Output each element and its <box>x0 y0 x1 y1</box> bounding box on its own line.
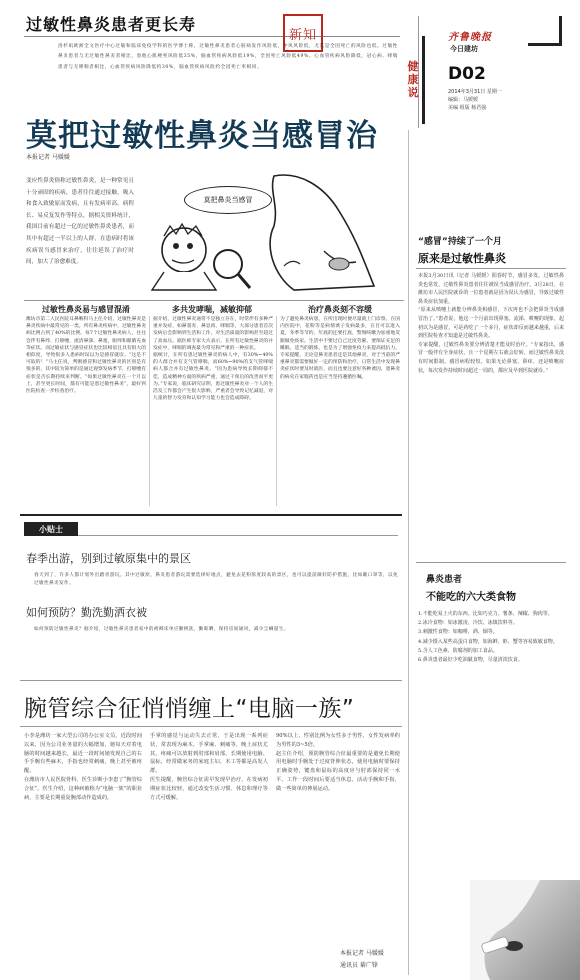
diet-body: 1.不能吃易上火的东西。比如巧克力、薯条、辣椒、狗肉等。 2.冰冷食物：如冰激凌、冷饮、冰镇饮料等。 3.刺激性食物：如咖啡、酒、烟等。 4.减少摄入某些高蛋白食物，如海鲜、虾、蟹等容易致敏食物。 5.含人工色素、防腐剂的加工食品。 6.鼻炎患者最好少吃油腻食物，尽量清淡饮食。 <box>418 611 558 664</box>
staff-line: 美编 组版 杨君强 <box>448 105 487 111</box>
main-story-rule <box>24 300 404 301</box>
top-story-body: 洛杉矶欧洲全文医疗中心过敏和临床免疫学科的医学博士称，过敏性鼻炎患者心脏病发作风险低，中风风险低，尤其是全因死亡的风险也低。过敏性鼻炎患者与无过敏性鼻炎者相比，患他心肌梗死风险低35%，脑血管疾病风险低19%，全因死亡风险低49%。心血管疾病风险降低，冠心病、哮喘患者与无哮喘者相比，心血管疾病风险降低约30%，脑血管疾病风险约全因死亡率相同。 <box>58 44 398 70</box>
bottom-byline-1: 本报记者 马媛媛 <box>340 950 384 957</box>
tips-heading-2: 如何预防？勤洗勤洒衣被 <box>26 606 147 619</box>
nose-photo-drawing <box>470 880 580 980</box>
masthead-frame <box>400 16 562 128</box>
nose-photo <box>470 880 580 980</box>
bottom-col-1: 小李是潍坊一家大型公司的办公室文员，近段时间以来，因为公司业务量的大幅增加，她每天对着电脑的时间越来越长，最近一段时间她发现自己的右手手腕有些麻木，手指也经常刺痛，晚上甚至被疼醒。 在潍坊市人民医院骨科，医生诊断小李患了“腕管综合征”。医生介绍，这种病被称为“电脑一族”的职业病，主要是长期重复腕部动作造成的。 <box>24 733 142 801</box>
cartoon-drawing <box>124 166 392 294</box>
speech-bubble <box>184 186 272 214</box>
tips-label <box>24 522 78 536</box>
subhead-1: 过敏性鼻炎易与感冒混淆 <box>42 305 130 314</box>
col-divider-1 <box>149 316 150 506</box>
issue-date: 2014年3月31日 星期一 <box>448 89 502 95</box>
bottom-col-2: 手掌的感觉与运动失去正常，于是出现一系列症状，常表现为麻木，手掌麻、刺痛等，晚上症状尤其，疼痛可以放射到肘部和肩部。长期使用电脑、鼠标，经常做家务的家庭主妇、木工等都是高发人群。 医生提醒，腕管综合征需早发现早治疗，在发病初期症状比较轻，通过改变生活习惯、休息和理疗等方式可缓解。 <box>150 733 268 801</box>
right-story-kicker: “感冒”持续了一个月 <box>418 237 502 247</box>
main-byline: 本报记者 马媛媛 <box>26 154 70 161</box>
tips-label-rule <box>78 535 398 536</box>
bottom-story-top-rule <box>20 680 402 681</box>
newspaper-name: 齐鲁晚报 <box>448 32 492 43</box>
bottom-byline-2: 通讯员 綦广锋 <box>340 962 378 969</box>
subhead-3: 治疗鼻炎刻不容缓 <box>308 305 372 314</box>
section-vertical-bar <box>422 36 425 124</box>
top-story-rule <box>24 36 400 37</box>
diet-rule <box>416 562 566 563</box>
main-headline: 莫把过敏性鼻炎当感冒治 <box>26 118 378 154</box>
main-col-3: 为了避免鼻炎病患，在所出现时便尽量就上门诊察。在国内医院中，花粉等是病情诱子发病最多，在目可以进入夏，冬季等节约、年底的还要打底，警惕咳嗽为加重地反跟做免疫家。生活中不要过自己过度劳累，要保证充足的睡眠。适当的锻炼，也是为了增强免疫力来提高抵抗力。 专家提醒，无论是鼻炎患者还是其他鼻炎，对于当前的严重鼻炎都需要做好一定的预防和治疗，日常生活中发现鼻炎症状时要及时就医，而且也要注意好各种诱因，患鼻炎的病史在家服药也是应当坚持遵循医嘱。 <box>280 317 400 380</box>
cartoon-illustration <box>124 166 392 294</box>
right-column-divider <box>408 130 409 975</box>
tips-label-text: 小贴士 <box>39 524 63 534</box>
main-col-1: 潍坊市第二人民医院耳鼻喉科马主任介绍，过敏性鼻炎是鼻炎疾病中最常见的一类。所有鼻炎疾病中，过敏性鼻炎病比例占到了40%的比例。每7个过敏性鼻炎病人，往往会伴有鼻痒、打喷嚏、流清鼻涕、鼻塞，眼痒和眼睛充血等症状。而过敏症状与感冒症状也比较相似且具有很大的相似度，导致很多人患病时误以为是感冒就诊。“这是不可取的！”马主任说，判断感冒和过敏性鼻炎的区别是有很多的，其中较为简单的是通过观察发病季节，打喷嚏有症状是否长期持续来判断。“如果过敏性鼻炎在一个月以上，甚至更长时间，都有可能是患过敏性鼻炎”，最好到医院检查一步检查治疗。 <box>26 317 146 395</box>
top-story-title: 过敏性鼻炎患者更长寿 <box>26 15 197 34</box>
diet-kicker: 鼻炎患者 <box>426 575 463 585</box>
page-number: D02 <box>448 64 486 84</box>
tips-text-2: 如何预防过敏性鼻炎？据介绍，过敏性鼻炎患者家中的被褥床单应勤换洗，勤晾晒，保持房间通风，减少尘螨滋生。 <box>34 627 289 632</box>
diet-headline: 不能吃的六大类食物 <box>426 592 516 603</box>
editor-line: 编辑：马媛媛 <box>448 97 479 103</box>
section-label-text: 健康说 <box>407 60 419 99</box>
main-lead: 变应性鼻炎俗称过敏性鼻炎，是一种常见且十分顽固的疾病，患者往往通过接触、吸入和食入致敏原而发病，且有发病率高、病程长、易反复发作等特点。据相关资料统计，我国目前有超过一亿的过敏性鼻炎患者，而其中有超过一半以上的人群，在患病时将该疾病误当感冒来治疗，往往延误了治疗时间，加大了治愈难度。 <box>26 178 134 266</box>
right-story-rule <box>416 268 566 269</box>
newspaper-tagline: 今日建坊 <box>450 45 478 53</box>
tips-heading-1: 春季出游，别到过敏原集中的景区 <box>26 552 191 565</box>
right-story-body: 本报3月30日讯（记者 马媛媛）阳春时节，感冒多发。过敏性鼻炎也常发，过敏性鼻炎患者往往被误当成感冒治疗。3月28日，在潍坊市人民医院就诊的一位患者就是因为误认为感冒，导致过敏性鼻炎症状加重。 “原来从喷嚏上就能分辨鼻炎和感冒，下次再也不会把鼻炎当成感冒治了。”患者说，他这一个月前出现鼻塞、流涕、喷嚏的现象，起初以为是感冒，可是药吃了一个多月，症状却反而越来越重，后来到医院检查才知道是过敏性鼻炎。 专家提醒，过敏性鼻炎要分辨清楚才能及时治疗。“专家指出，感冒一般伴有全身症状，且一个星期左右就会好转，而过敏性鼻炎没有时间限制。感冒病程较短。如果无论鼻塞、鼻痒、还是喷嚏症状，每次发作持续时间超过一周的，都应及早到医院就诊。” <box>418 273 564 374</box>
bottom-story-mid-rule <box>20 726 402 727</box>
speech-bubble-text: 莫把鼻炎当感冒 <box>203 196 253 204</box>
right-story-headline: 原来是过敏性鼻炎 <box>418 252 506 265</box>
col-divider-2 <box>276 316 277 506</box>
tips-box <box>20 514 402 654</box>
stamp-text: 新知 <box>288 27 317 43</box>
subhead-2: 多共发哮喘，减敏抑郁 <box>172 305 252 314</box>
corner-ornament <box>528 16 562 46</box>
bottom-col-3: 90%以上，性别比例为女性多于男性，女性发病率约为男性的3~5倍。 赵主任介绍，预防腕管综合征最重要的是避免长期使用电脑时手腕处于过度背伸状态，使用电脑时要保持正确姿势，键盘和鼠标的高度应与肘部保持同一水平。工作一段时间后要适当休息，活动手腕和手指，做一些简单的伸展运动。 <box>276 733 400 792</box>
main-col-2: 据介绍，过敏性鼻炎通常不是独立存在，时常伴有多种严重并发症，如鼻窦炎、鼻息肉、哮喘等，大部分患者首次发病后会影响到生活和工作，对生活质量的影响甚至超过了高血压。据医师专家大夫表示，在所有过敏性鼻炎的并发症中，哮喘的调查最为常见和严重的一种症状。 据统计，在所有患过敏性鼻炎的病人中，有30%~40%的人群合并有支气管哮喘，而60%~90%的支气管哮喘病人都合并有过敏性鼻炎。“因为患病导致长期抑郁不佳，造成精神方面的疾病严重，通过干预后的改善而平更为。”专家说，临床研究证明，患过敏性鼻炎对一个人的生活及工作都会产生很大影响，严重者会导致记忆减退，对儿童的智力发育和认知学习能力也会造成障碍。 <box>153 317 273 402</box>
section-label <box>406 60 420 99</box>
bottom-headline: 腕管综合征悄悄缠上“电脑一族” <box>24 696 355 722</box>
tips-text-1: 春天到了，许多人都计划外出踏青游玩。其中过敏原，鼻炎患者游玩需要选择好地点，避免去花粉浓度较高的景区，也可以提前做好防护措施，比如戴口罩等，以免过敏性鼻炎发作。 <box>34 573 398 586</box>
